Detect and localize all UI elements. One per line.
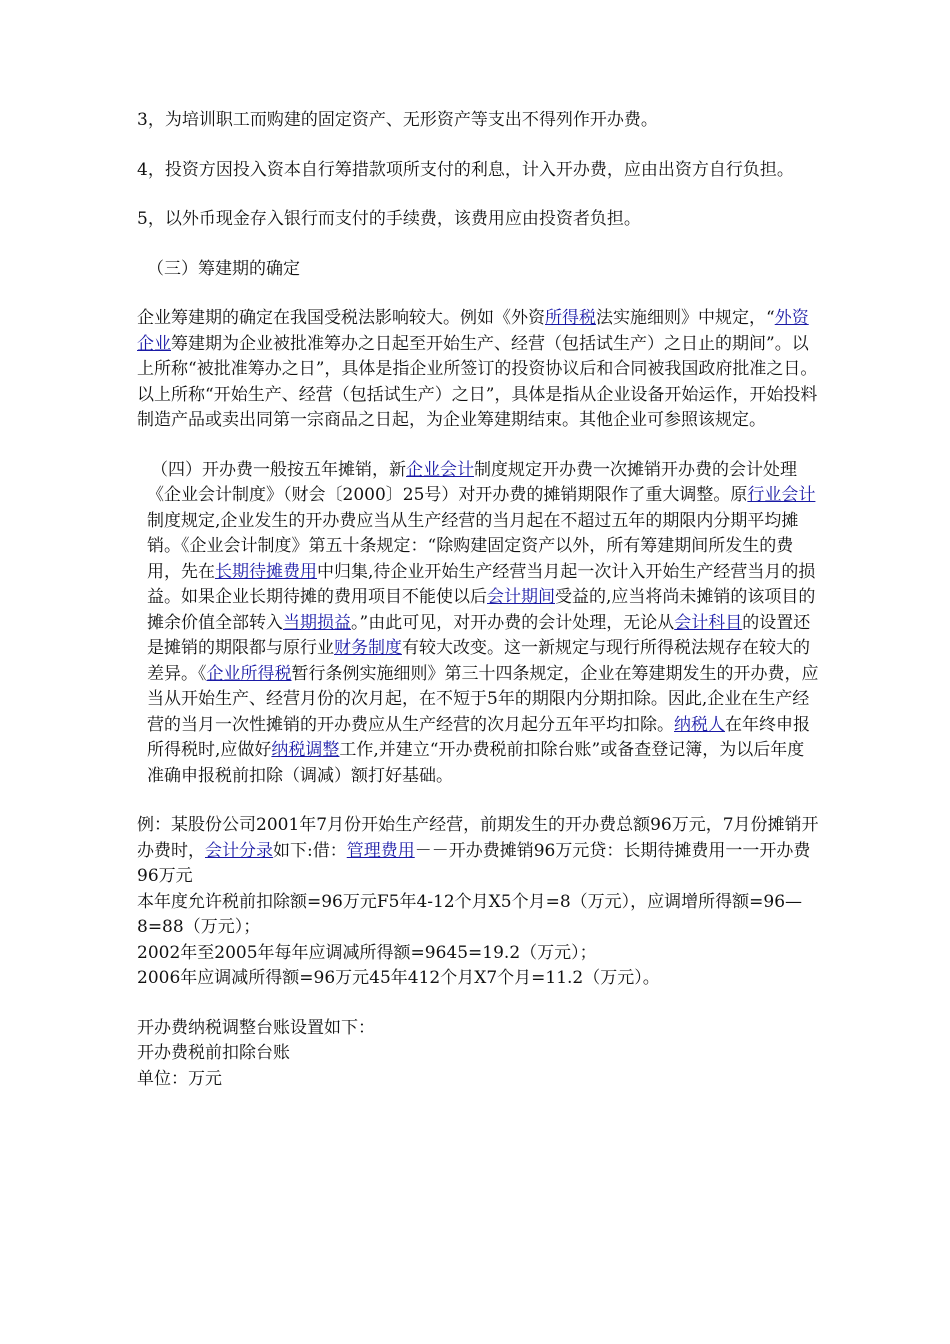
- paragraph-calc-current-year: 本年度允许税前扣除额=96万元F5年4-12个月X5个月=8（万元），应调增所得额=96—8=88（万元）；: [137, 891, 803, 937]
- document-body: [137, 108, 820, 1092]
- hyperlink-term[interactable]: 会计期间: [487, 587, 555, 607]
- hyperlink-term[interactable]: 纳税调整: [271, 740, 340, 760]
- hyperlink-term[interactable]: 纳税人: [674, 714, 725, 735]
- unit-label: 单位：万元: [137, 1068, 222, 1089]
- ledger-setup-text: 开办费纳税调整台账设置如下：: [137, 1017, 375, 1038]
- paragraph-accounting-system: 《企业会计制度》（财会〔2000〕25号）对开办费的摊销期限作了重大调整。原行业会计制度规定,企业发生的开办费应当从生产经营的当月起在不超过五年的期限内分期平均摊销。《企业会计制度》第五十条规定：“除购建固定资产以外，所有筹建期间所发生的费用，先在长期待摊费用中归集,待企业开始生产经营当月起一次计入开始生产经营当月的损益。如果企业长期待摊的费用项目不能使以后会计期间受益的,应当将尚未摊销的该项目的摊余价值全部转入当期损益。”由此可见，对开办费的会计处理，无论从会计科目的设置还是摊销的期限都与原行业财务制度有较大改变。这一新规定与现行所得税法规存在较大的差异。《企业所得税暂行条例实施细则》第三十四条规定，企业在筹建期发生的开办费，应当从开始生产、经营月份的次月起，在不短于5年的期限内分期扣除。因此,企业在生产经营的当月一次性摊销的开办费应从生产经营的次月起分五年平均扣除。纳税人在年终申报所得税时,应做好纳税调整工作,并建立“开办费税前扣除台账”或备查登记簿，为以后年度准确申报税前扣除（调减）额打好基础。: [147, 485, 819, 786]
- hyperlink-term[interactable]: 所得税: [545, 308, 596, 328]
- ledger-title: 开办费税前扣除台账: [137, 1043, 290, 1063]
- hyperlink-term[interactable]: 外资企业: [137, 308, 809, 354]
- section-heading-3: （三）筹建期的确定: [147, 258, 300, 279]
- hyperlink-term[interactable]: 企业会计: [406, 459, 474, 480]
- paragraph-preparation-period: 企业筹建期的确定在我国受税法影响较大。例如《外资所得税法实施细则》中规定，“外资企业筹建期为企业被批准筹办之日起至开始生产、经营（包括试生产）之日止的期间”。以上所称“被批准筹办之日”，具体是指企业所签订的投资协议后和合同被我国政府批准之日。以上所称“开始生产、经营（包括试生产）之日”，具体是指从企业设备开始运作，开始投料制造产品或卖出同第一宗商品之日起，为企业筹建期结束。其他企业可参照该规定。: [137, 308, 818, 430]
- hyperlink-term[interactable]: 企业所得税: [206, 663, 292, 684]
- hyperlink-term[interactable]: 长期待摊费用: [215, 561, 317, 582]
- hyperlink-term[interactable]: 财务制度: [334, 638, 402, 658]
- paragraph-example: 例：某股份公司2001年7月份开始生产经营，前期发生的开办费总额96万元，7月份摊销开办费时，会计分录如下:借：管理费用－－开办费摊销96万元贷：长期待摊费用一一开办费96万元: [137, 815, 819, 886]
- hyperlink-term[interactable]: 当期损益: [283, 612, 351, 633]
- paragraph-calc-2002-2005: 2002年至2005年每年应调减所得额=9645=19.2（万元）；: [137, 942, 597, 963]
- paragraph-item-4: 4，投资方因投入资本自行筹措款项所支付的利息，计入开办费，应由出资方自行负担。: [137, 159, 794, 180]
- section-heading-4: （四）开办费一般按五年摊销，新企业会计制度规定开办费一次摊销开办费的会计处理: [151, 459, 797, 480]
- paragraph-item-3: 3，为培训职工而购建的固定资产、无形资产等支出不得列作开办费。: [137, 110, 658, 130]
- hyperlink-term[interactable]: 会计分录: [205, 840, 273, 861]
- hyperlink-term[interactable]: 行业会计: [747, 485, 816, 505]
- hyperlink-term[interactable]: 管理费用: [346, 840, 415, 861]
- hyperlink-term[interactable]: 会计科目: [674, 612, 743, 633]
- paragraph-calc-2006: 2006年应调减所得额=96万元45年412个月X7个月=11.2（万元）。: [137, 968, 660, 988]
- paragraph-item-5: 5，以外币现金存入银行而支付的手续费，该费用应由投资者负担。: [137, 209, 641, 229]
